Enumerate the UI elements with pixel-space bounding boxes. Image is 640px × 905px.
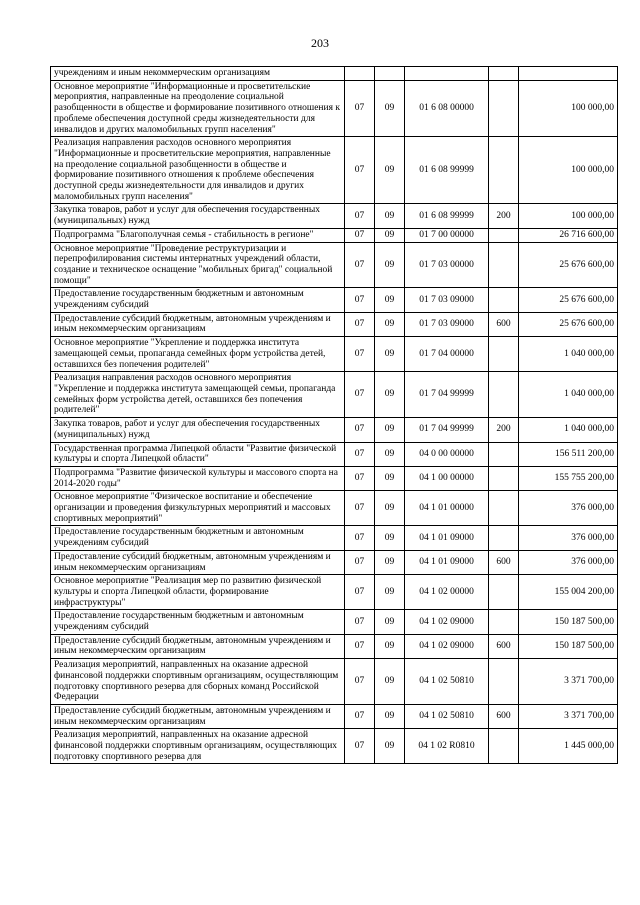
subsection-code-cell: 09: [375, 80, 405, 137]
subsection-code-cell: 09: [375, 526, 405, 550]
expense-type-cell: [489, 288, 519, 312]
subsection-code-cell: 09: [375, 575, 405, 610]
section-code-cell: 07: [345, 137, 375, 204]
amount-cell: 100 000,00: [519, 80, 618, 137]
table-row: [51, 312, 618, 336]
expense-type-cell: [489, 242, 519, 288]
section-code-cell: 07: [345, 634, 375, 658]
table-row: [51, 137, 618, 204]
expense-type-cell: [489, 228, 519, 242]
table-row: [51, 418, 618, 442]
subsection-code-cell: 09: [375, 634, 405, 658]
section-code-cell: [345, 67, 375, 81]
target-article-cell: 01 7 04 00000: [405, 337, 489, 372]
amount-cell: 155 004 200,00: [519, 575, 618, 610]
expense-type-cell: [489, 137, 519, 204]
expense-type-cell: 600: [489, 550, 519, 574]
table-row: [51, 372, 618, 418]
table-row: [51, 610, 618, 634]
subsection-code-cell: 09: [375, 137, 405, 204]
subsection-code-cell: 09: [375, 466, 405, 490]
table-row: [51, 337, 618, 372]
expense-name-cell: Предоставление государственным бюджетным и автономным учреждениям субсидий: [51, 526, 345, 550]
expense-type-cell: [489, 67, 519, 81]
amount-cell: 25 676 600,00: [519, 242, 618, 288]
expense-type-cell: [489, 337, 519, 372]
amount-cell: 3 371 700,00: [519, 659, 618, 705]
table-row: [51, 659, 618, 705]
table-row: [51, 729, 618, 764]
subsection-code-cell: 09: [375, 418, 405, 442]
amount-cell: 376 000,00: [519, 526, 618, 550]
section-code-cell: 07: [345, 704, 375, 728]
subsection-code-cell: 09: [375, 372, 405, 418]
target-article-cell: 01 7 00 00000: [405, 228, 489, 242]
section-code-cell: 07: [345, 466, 375, 490]
expense-name-cell: Государственная программа Липецкой области "Развитие физической культуры и спорта Липецкой области": [51, 442, 345, 466]
expense-name-cell: Реализация мероприятий, направленных на оказание адресной финансовой поддержки спортивным организациям, осуществляющим подготовку спортивного резерва для сборных команд Российской Федерации: [51, 659, 345, 705]
section-code-cell: 07: [345, 526, 375, 550]
target-article-cell: 04 1 00 00000: [405, 466, 489, 490]
table-body: [51, 67, 618, 764]
expense-name-cell: Подпрограмма "Благополучная семья - стабильность в регионе": [51, 228, 345, 242]
amount-cell: 1 040 000,00: [519, 372, 618, 418]
section-code-cell: 07: [345, 312, 375, 336]
section-code-cell: 07: [345, 80, 375, 137]
expense-type-cell: [489, 466, 519, 490]
amount-cell: [519, 67, 618, 81]
subsection-code-cell: 09: [375, 242, 405, 288]
subsection-code-cell: 09: [375, 610, 405, 634]
expense-type-cell: [489, 610, 519, 634]
section-code-cell: 07: [345, 491, 375, 526]
expense-name-cell: Основное мероприятие "Укрепление и поддержка института замещающей семьи, пропаганда семейных форм устройства детей, оставшихся без попечения родителей": [51, 337, 345, 372]
budget-table: [50, 66, 618, 764]
subsection-code-cell: 09: [375, 228, 405, 242]
table-row: [51, 550, 618, 574]
section-code-cell: 07: [345, 288, 375, 312]
target-article-cell: 01 6 08 99999: [405, 137, 489, 204]
amount-cell: 150 187 500,00: [519, 610, 618, 634]
target-article-cell: 01 7 03 00000: [405, 242, 489, 288]
amount-cell: 26 716 600,00: [519, 228, 618, 242]
expense-type-cell: [489, 372, 519, 418]
expense-type-cell: [489, 729, 519, 764]
expense-type-cell: 600: [489, 704, 519, 728]
amount-cell: 1 040 000,00: [519, 337, 618, 372]
table-row: [51, 704, 618, 728]
expense-type-cell: 200: [489, 418, 519, 442]
table-row: [51, 466, 618, 490]
table-row: [51, 288, 618, 312]
expense-type-cell: [489, 575, 519, 610]
expense-type-cell: [489, 442, 519, 466]
subsection-code-cell: 09: [375, 491, 405, 526]
table-row: [51, 491, 618, 526]
amount-cell: 156 511 200,00: [519, 442, 618, 466]
subsection-code-cell: 09: [375, 204, 405, 228]
amount-cell: 100 000,00: [519, 137, 618, 204]
subsection-code-cell: 09: [375, 550, 405, 574]
amount-cell: 25 676 600,00: [519, 312, 618, 336]
subsection-code-cell: 09: [375, 729, 405, 764]
expense-name-cell: Реализация направления расходов основного мероприятия "Укрепление и поддержка института замещающей семьи, пропаганда семейных форм устройства детей, оставшихся без попечения родителей": [51, 372, 345, 418]
amount-cell: 3 371 700,00: [519, 704, 618, 728]
subsection-code-cell: 09: [375, 442, 405, 466]
target-article-cell: 04 1 02 09000: [405, 610, 489, 634]
expense-name-cell: Предоставление субсидий бюджетным, автономным учреждениям и иным некоммерческим организациям: [51, 550, 345, 574]
expense-type-cell: 600: [489, 312, 519, 336]
section-code-cell: 07: [345, 228, 375, 242]
expense-name-cell: Подпрограмма "Развитие физической культуры и массового спорта на 2014-2020 годы": [51, 466, 345, 490]
expense-name-cell: Предоставление субсидий бюджетным, автономным учреждениям и иным некоммерческим организациям: [51, 312, 345, 336]
section-code-cell: 07: [345, 242, 375, 288]
amount-cell: 150 187 500,00: [519, 634, 618, 658]
table-row: [51, 204, 618, 228]
subsection-code-cell: 09: [375, 704, 405, 728]
target-article-cell: 01 6 08 99999: [405, 204, 489, 228]
section-code-cell: 07: [345, 729, 375, 764]
table-row: [51, 242, 618, 288]
expense-type-cell: [489, 659, 519, 705]
expense-type-cell: 600: [489, 634, 519, 658]
expense-name-cell: Предоставление государственным бюджетным и автономным учреждениям субсидий: [51, 610, 345, 634]
table-row: [51, 80, 618, 137]
expense-name-cell: учреждениям и иным некоммерческим организациям: [51, 67, 345, 81]
section-code-cell: 07: [345, 372, 375, 418]
expense-type-cell: [489, 80, 519, 137]
amount-cell: 25 676 600,00: [519, 288, 618, 312]
expense-type-cell: [489, 491, 519, 526]
table-row: [51, 575, 618, 610]
table-row: [51, 634, 618, 658]
target-article-cell: 04 1 02 50810: [405, 659, 489, 705]
target-article-cell: [405, 67, 489, 81]
subsection-code-cell: 09: [375, 659, 405, 705]
expense-type-cell: 200: [489, 204, 519, 228]
section-code-cell: 07: [345, 204, 375, 228]
table-row: [51, 67, 618, 81]
table-row: [51, 228, 618, 242]
target-article-cell: 04 0 00 00000: [405, 442, 489, 466]
target-article-cell: 01 7 04 99999: [405, 372, 489, 418]
target-article-cell: 04 1 01 09000: [405, 550, 489, 574]
amount-cell: 155 755 200,00: [519, 466, 618, 490]
expense-name-cell: Предоставление субсидий бюджетным, автономным учреждениям и иным некоммерческим организациям: [51, 634, 345, 658]
expense-name-cell: Основное мероприятие "Физическое воспитание и обеспечение организации и проведения физкультурных мероприятий и массовых спортивных мероприятий": [51, 491, 345, 526]
expense-name-cell: Предоставление субсидий бюджетным, автономным учреждениям и иным некоммерческим организациям: [51, 704, 345, 728]
amount-cell: 1 040 000,00: [519, 418, 618, 442]
table-row: [51, 526, 618, 550]
amount-cell: 1 445 000,00: [519, 729, 618, 764]
target-article-cell: 01 6 08 00000: [405, 80, 489, 137]
section-code-cell: 07: [345, 442, 375, 466]
expense-name-cell: Основное мероприятие "Информационные и просветительские мероприятия, направленные на преодоление социальной разобщенности в обществе и формирование позитивного отношения к проблеме обеспечения доступной среды жизнедеятельности для инвалидов и других маломобильных групп населения": [51, 80, 345, 137]
target-article-cell: 04 1 02 00000: [405, 575, 489, 610]
subsection-code-cell: 09: [375, 288, 405, 312]
target-article-cell: 04 1 01 00000: [405, 491, 489, 526]
expense-name-cell: Закупка товаров, работ и услуг для обеспечения государственных (муниципальных) нужд: [51, 204, 345, 228]
expense-name-cell: Реализация мероприятий, направленных на оказание адресной финансовой поддержки спортивным организациям, осуществляющих подготовку спортивного резерва для: [51, 729, 345, 764]
target-article-cell: 01 7 04 99999: [405, 418, 489, 442]
amount-cell: 376 000,00: [519, 491, 618, 526]
expense-name-cell: Реализация направления расходов основного мероприятия "Информационные и просветительские мероприятия, направленные на преодоление социальной разобщенности в обществе и формирование позитивного отношения к проблеме обеспечения доступной среды жизнедеятельности для инвалидов и других маломобильных групп населения": [51, 137, 345, 204]
target-article-cell: 04 1 01 09000: [405, 526, 489, 550]
table-row: [51, 442, 618, 466]
section-code-cell: 07: [345, 659, 375, 705]
section-code-cell: 07: [345, 575, 375, 610]
target-article-cell: 01 7 03 09000: [405, 288, 489, 312]
section-code-cell: 07: [345, 610, 375, 634]
target-article-cell: 04 1 02 09000: [405, 634, 489, 658]
expense-name-cell: Предоставление государственным бюджетным и автономным учреждениям субсидий: [51, 288, 345, 312]
expense-name-cell: Основное мероприятие "Проведение реструктуризации и перепрофилирования системы интернатных учреждений области, создание и техническое оснащение "мобильных бригад" социальной помощи": [51, 242, 345, 288]
expense-type-cell: [489, 526, 519, 550]
section-code-cell: 07: [345, 418, 375, 442]
subsection-code-cell: [375, 67, 405, 81]
page-number: 203: [311, 36, 329, 50]
target-article-cell: 04 1 02 R0810: [405, 729, 489, 764]
subsection-code-cell: 09: [375, 312, 405, 336]
target-article-cell: 01 7 03 09000: [405, 312, 489, 336]
amount-cell: 100 000,00: [519, 204, 618, 228]
subsection-code-cell: 09: [375, 337, 405, 372]
amount-cell: 376 000,00: [519, 550, 618, 574]
section-code-cell: 07: [345, 550, 375, 574]
section-code-cell: 07: [345, 337, 375, 372]
expense-name-cell: Закупка товаров, работ и услуг для обеспечения государственных (муниципальных) нужд: [51, 418, 345, 442]
target-article-cell: 04 1 02 50810: [405, 704, 489, 728]
expense-name-cell: Основное мероприятие "Реализация мер по развитию физической культуры и спорта Липецкой области, формирование инфраструктуры": [51, 575, 345, 610]
